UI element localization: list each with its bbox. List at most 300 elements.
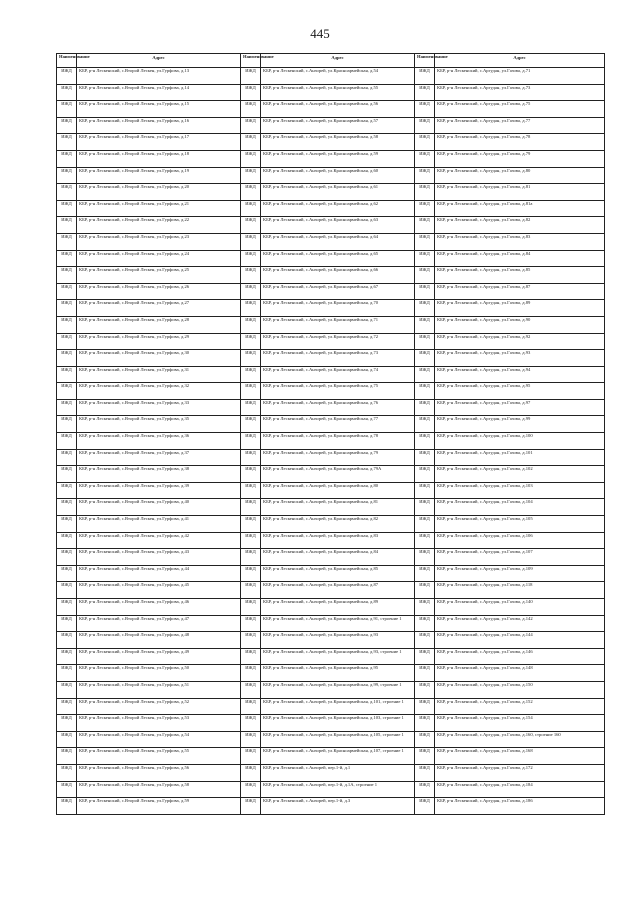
object-type-cell: ИЖД [57,582,77,599]
object-type-cell: ИЖД [241,648,261,665]
address-cell: КБР, р-н Лескенский, с.Второй Лескен, ул.Гурфова, д.42 [77,532,241,549]
object-type-cell: ИЖД [57,648,77,665]
object-type-cell: ИЖД [241,383,261,400]
table-row [57,399,605,416]
address-cell: КБР, р-н Лескенский, с.Аргудан, ул.Газова, д.83 [435,233,605,250]
object-type-cell: ИЖД [241,565,261,582]
table-row [57,599,605,616]
object-type-cell: ИЖД [415,134,435,151]
object-type-cell: ИЖД [241,466,261,483]
address-cell: КБР, р-н Лескенский, с.Анзорей, ул.Красноармейская, д.71 [261,316,415,333]
address-cell: КБР, р-н Лескенский, с.Анзорей, ул.Красноармейская, д.63 [261,217,415,234]
object-type-cell: ИЖД [415,84,435,101]
table-row [57,283,605,300]
table-row [57,101,605,118]
object-type-cell: ИЖД [241,399,261,416]
object-type-cell: ИЖД [57,316,77,333]
object-type-cell: ИЖД [57,84,77,101]
table-row [57,267,605,284]
address-cell: КБР, р-н Лескенский, с.Второй Лескен, ул.Гурфова, д.14 [77,84,241,101]
address-cell: КБР, р-н Лескенский, с.Аргудан, ул.Газова, д.82 [435,217,605,234]
address-cell: КБР, р-н Лескенский, с.Второй Лескен, ул.Гурфова, д.44 [77,565,241,582]
object-type-cell: ИЖД [415,184,435,201]
object-type-cell: ИЖД [57,764,77,781]
table-row [57,117,605,134]
object-type-cell: ИЖД [415,366,435,383]
address-cell: КБР, р-н Лескенский, с.Анзорей, ул.Красноармейская, д.82 [261,516,415,533]
object-type-cell: ИЖД [241,482,261,499]
object-type-cell: ИЖД [241,350,261,367]
object-type-cell: ИЖД [241,416,261,433]
object-type-cell: ИЖД [415,233,435,250]
table-row [57,134,605,151]
object-type-cell: ИЖД [415,416,435,433]
address-cell: КБР, р-н Лескенский, с.Аргудан, ул.Газова, д.107 [435,549,605,566]
object-type-cell: ИЖД [415,615,435,632]
type-column-header: Наименование [415,54,435,68]
address-cell: КБР, р-н Лескенский, с.Аргудан, ул.Газова, д.77 [435,117,605,134]
object-type-cell: ИЖД [415,300,435,317]
object-type-cell: ИЖД [415,681,435,698]
object-type-cell: ИЖД [241,134,261,151]
object-type-cell: ИЖД [415,250,435,267]
object-type-cell: ИЖД [241,748,261,765]
address-cell: КБР, р-н Лескенский, с.Второй Лескен, ул.Гурфова, д.35 [77,416,241,433]
address-cell: КБР, р-н Лескенский, с.Второй Лескен, ул.Гурфова, д.51 [77,681,241,698]
object-type-cell: ИЖД [415,748,435,765]
object-type-cell: ИЖД [241,615,261,632]
address-cell: КБР, р-н Лескенский, с.Аргудан, ул.Газова, д.109 [435,565,605,582]
address-cell: КБР, р-н Лескенский, с.Аргудан, ул.Газова, д.90 [435,316,605,333]
object-type-cell: ИЖД [241,549,261,566]
table-row [57,499,605,516]
object-type-cell: ИЖД [57,715,77,732]
address-cell: КБР, р-н Лескенский, с.Анзорей, ул.Красноармейская, д.99, строение 1 [261,681,415,698]
table-row [57,250,605,267]
table-row [57,350,605,367]
address-cell: КБР, р-н Лескенский, с.Анзорей, ул.Красноармейская, д.66 [261,267,415,284]
address-cell: КБР, р-н Лескенский, с.Аргудан, ул.Газова, д.71 [435,68,605,85]
address-cell: КБР, р-н Лескенский, с.Второй Лескен, ул.Гурфова, д.19 [77,167,241,184]
address-cell: КБР, р-н Лескенский, с.Аргудан, ул.Газова, д.142 [435,615,605,632]
address-cell: КБР, р-н Лескенский, с.Второй Лескен, ул.Гурфова, д.27 [77,300,241,317]
address-cell: КБР, р-н Лескенский, с.Анзорей, ул.Красноармейская, д.81 [261,499,415,516]
object-type-cell: ИЖД [241,267,261,284]
address-cell: КБР, р-н Лескенский, с.Анзорей, ул.Красноармейская, д.77 [261,416,415,433]
address-cell: КБР, р-н Лескенский, с.Анзорей, ул.Красноармейская, д.76 [261,399,415,416]
address-cell: КБР, р-н Лескенский, с.Аргудан, ул.Газова, д.102 [435,466,605,483]
address-cell: КБР, р-н Лескенский, с.Второй Лескен, ул.Гурфова, д.24 [77,250,241,267]
table-row [57,681,605,698]
address-cell: КБР, р-н Лескенский, с.Аргудан, ул.Газова, д.89 [435,300,605,317]
address-cell: КБР, р-н Лескенский, с.Аргудан, ул.Газова, д.184 [435,781,605,798]
object-type-cell: ИЖД [415,283,435,300]
object-type-cell: ИЖД [241,366,261,383]
address-cell: КБР, р-н Лескенский, с.Анзорей, пер.1-й, д.1А, строение 1 [261,781,415,798]
object-type-cell: ИЖД [241,599,261,616]
object-type-cell: ИЖД [415,715,435,732]
object-type-cell: ИЖД [241,781,261,798]
address-cell: КБР, р-н Лескенский, с.Второй Лескен, ул.Гурфова, д.46 [77,599,241,616]
object-type-cell: ИЖД [415,267,435,284]
address-cell: КБР, р-н Лескенский, с.Анзорей, ул.Красноармейская, д.58 [261,134,415,151]
address-cell: КБР, р-н Лескенский, с.Второй Лескен, ул.Гурфова, д.48 [77,632,241,649]
object-type-cell: ИЖД [57,781,77,798]
address-cell: КБР, р-н Лескенский, с.Аргудан, ул.Газова, д.104 [435,499,605,516]
table-row [57,416,605,433]
table-row [57,748,605,765]
address-cell: КБР, р-н Лескенский, с.Аргудан, ул.Газова, д.118 [435,582,605,599]
type-column-header: Наименование [57,54,77,68]
address-cell: КБР, р-н Лескенский, с.Второй Лескен, ул.Гурфова, д.36 [77,433,241,450]
address-cell: КБР, р-н Лескенский, с.Анзорей, ул.Красноармейская, д.65 [261,250,415,267]
object-type-cell: ИЖД [57,117,77,134]
address-cell: КБР, р-н Лескенский, с.Второй Лескен, ул.Гурфова, д.47 [77,615,241,632]
table-row [57,333,605,350]
address-cell: КБР, р-н Лескенский, с.Второй Лескен, ул.Гурфова, д.39 [77,482,241,499]
address-cell: КБР, р-н Лескенский, с.Анзорей, ул.Красноармейская, д.95 [261,665,415,682]
address-cell: КБР, р-н Лескенский, с.Второй Лескен, ул.Гурфова, д.40 [77,499,241,516]
address-cell: КБР, р-н Лескенский, с.Второй Лескен, ул.Гурфова, д.17 [77,134,241,151]
address-cell: КБР, р-н Лескенский, с.Аргудан, ул.Газова, д.79 [435,150,605,167]
address-cell: КБР, р-н Лескенский, с.Второй Лескен, ул.Гурфова, д.29 [77,333,241,350]
address-cell: КБР, р-н Лескенский, с.Анзорей, ул.Красноармейская, д.87 [261,582,415,599]
address-cell: КБР, р-н Лескенский, с.Второй Лескен, ул.Гурфова, д.52 [77,698,241,715]
address-cell: КБР, р-н Лескенский, с.Второй Лескен, ул.Гурфова, д.26 [77,283,241,300]
address-cell: КБР, р-н Лескенский, с.Анзорей, пер.1-й, д.3 [261,798,415,815]
address-cell: КБР, р-н Лескенский, с.Аргудан, ул.Газова, д.81а [435,200,605,217]
object-type-cell: ИЖД [57,698,77,715]
object-type-cell: ИЖД [241,516,261,533]
table-row [57,300,605,317]
object-type-cell: ИЖД [57,748,77,765]
address-cell: КБР, р-н Лескенский, с.Второй Лескен, ул.Гурфова, д.45 [77,582,241,599]
object-type-cell: ИЖД [57,549,77,566]
object-type-cell: ИЖД [57,217,77,234]
table-row [57,150,605,167]
table-row [57,516,605,533]
address-cell: КБР, р-н Лескенский, с.Анзорей, ул.Красноармейская, д.61 [261,184,415,201]
object-type-cell: ИЖД [241,698,261,715]
table-row [57,665,605,682]
object-type-cell: ИЖД [241,532,261,549]
object-type-cell: ИЖД [241,731,261,748]
object-type-cell: ИЖД [241,150,261,167]
object-type-cell: ИЖД [415,549,435,566]
table-row [57,648,605,665]
table-row [57,217,605,234]
object-type-cell: ИЖД [57,399,77,416]
address-cell: КБР, р-н Лескенский, с.Аргудан, ул.Газова, д.144 [435,632,605,649]
address-cell: КБР, р-н Лескенский, с.Аргудан, ул.Газова, д.100 [435,433,605,450]
address-cell: КБР, р-н Лескенский, с.Аргудан, ул.Газова, д.172 [435,764,605,781]
address-cell: КБР, р-н Лескенский, с.Анзорей, ул.Красноармейская, д.84 [261,549,415,566]
object-type-cell: ИЖД [241,101,261,118]
address-cell: КБР, р-н Лескенский, с.Второй Лескен, ул.Гурфова, д.21 [77,200,241,217]
address-cell: КБР, р-н Лескенский, с.Аргудан, ул.Газова, д.94 [435,366,605,383]
object-type-cell: ИЖД [57,599,77,616]
object-type-cell: ИЖД [241,250,261,267]
object-type-cell: ИЖД [57,300,77,317]
address-cell: КБР, р-н Лескенский, с.Второй Лескен, ул.Гурфова, д.58 [77,781,241,798]
object-type-cell: ИЖД [241,184,261,201]
table-row [57,781,605,798]
address-cell: КБР, р-н Лескенский, с.Анзорей, ул.Красноармейская, д.62 [261,200,415,217]
address-cell: КБР, р-н Лескенский, с.Аргудан, ул.Газова, д.84 [435,250,605,267]
object-type-cell: ИЖД [415,167,435,184]
address-cell: КБР, р-н Лескенский, с.Второй Лескен, ул.Гурфова, д.22 [77,217,241,234]
object-type-cell: ИЖД [415,449,435,466]
address-table-container [56,53,604,815]
address-cell: КБР, р-н Лескенский, с.Аргудан, ул.Газова, д.81 [435,184,605,201]
address-cell: КБР, р-н Лескенский, с.Аргудан, ул.Газова, д.101 [435,449,605,466]
table-row [57,549,605,566]
object-type-cell: ИЖД [241,433,261,450]
address-cell: КБР, р-н Лескенский, с.Аргудан, ул.Газова, д.140 [435,599,605,616]
object-type-cell: ИЖД [415,632,435,649]
address-cell: КБР, р-н Лескенский, с.Аргудан, ул.Газова, д.92 [435,333,605,350]
table-row [57,383,605,400]
table-row [57,532,605,549]
address-cell: КБР, р-н Лескенский, с.Анзорей, ул.Красноармейская, д.72 [261,333,415,350]
address-cell: КБР, р-н Лескенский, с.Второй Лескен, ул.Гурфова, д.18 [77,150,241,167]
address-cell: КБР, р-н Лескенский, с.Аргудан, ул.Газова, д.105 [435,516,605,533]
object-type-cell: ИЖД [241,681,261,698]
object-type-cell: ИЖД [57,433,77,450]
address-cell: КБР, р-н Лескенский, с.Второй Лескен, ул.Гурфова, д.31 [77,366,241,383]
object-type-cell: ИЖД [57,798,77,815]
address-cell: КБР, р-н Лескенский, с.Аргудан, ул.Газова, д.78 [435,134,605,151]
address-cell: КБР, р-н Лескенский, с.Аргудан, ул.Газова, д.150 [435,681,605,698]
object-type-cell: ИЖД [415,200,435,217]
object-type-cell: ИЖД [241,665,261,682]
object-type-cell: ИЖД [57,466,77,483]
address-cell: КБР, р-н Лескенский, с.Второй Лескен, ул.Гурфова, д.25 [77,267,241,284]
address-cell: КБР, р-н Лескенский, с.Второй Лескен, ул.Гурфова, д.13 [77,68,241,85]
table-row [57,184,605,201]
object-type-cell: ИЖД [57,366,77,383]
address-cell: КБР, р-н Лескенский, с.Аргудан, ул.Газова, д.154 [435,715,605,732]
object-type-cell: ИЖД [57,184,77,201]
address-cell: КБР, р-н Лескенский, с.Анзорей, ул.Красноармейская, д.101, строение 1 [261,698,415,715]
object-type-cell: ИЖД [57,134,77,151]
address-cell: КБР, р-н Лескенский, с.Анзорей, ул.Красноармейская, д.83 [261,532,415,549]
object-type-cell: ИЖД [57,449,77,466]
address-column-header: Адрес [77,54,241,68]
object-type-cell: ИЖД [415,698,435,715]
object-type-cell: ИЖД [57,731,77,748]
address-cell: КБР, р-н Лескенский, с.Анзорей, ул.Красноармейская, д.79 [261,449,415,466]
address-cell: КБР, р-н Лескенский, с.Аргудан, ул.Газова, д.160, строение 160 [435,731,605,748]
table-row [57,433,605,450]
object-type-cell: ИЖД [241,300,261,317]
object-type-cell: ИЖД [415,433,435,450]
object-type-cell: ИЖД [415,516,435,533]
object-type-cell: ИЖД [415,499,435,516]
object-type-cell: ИЖД [241,167,261,184]
object-type-cell: ИЖД [57,383,77,400]
object-type-cell: ИЖД [57,101,77,118]
object-type-cell: ИЖД [241,217,261,234]
object-type-cell: ИЖД [415,101,435,118]
object-type-cell: ИЖД [415,731,435,748]
address-cell: КБР, р-н Лескенский, с.Анзорей, пер.1-й, д.1 [261,764,415,781]
address-cell: КБР, р-н Лескенский, с.Анзорей, ул.Красноармейская, д.59 [261,150,415,167]
table-row [57,582,605,599]
address-cell: КБР, р-н Лескенский, с.Анзорей, ул.Красноармейская, д.74 [261,366,415,383]
object-type-cell: ИЖД [57,200,77,217]
object-type-cell: ИЖД [57,565,77,582]
object-type-cell: ИЖД [415,217,435,234]
type-column-header: Наименование [241,54,261,68]
address-cell: КБР, р-н Лескенский, с.Второй Лескен, ул.Гурфова, д.53 [77,715,241,732]
object-type-cell: ИЖД [57,233,77,250]
address-cell: КБР, р-н Лескенский, с.Второй Лескен, ул.Гурфова, д.38 [77,466,241,483]
table-row [57,764,605,781]
address-cell: КБР, р-н Лескенский, с.Анзорей, ул.Красноармейская, д.67 [261,283,415,300]
address-cell: КБР, р-н Лескенский, с.Аргудан, ул.Газова, д.75 [435,101,605,118]
object-type-cell: ИЖД [57,333,77,350]
table-row [57,68,605,85]
address-cell: КБР, р-н Лескенский, с.Анзорей, ул.Красноармейская, д.80 [261,482,415,499]
object-type-cell: ИЖД [241,84,261,101]
object-type-cell: ИЖД [241,715,261,732]
table-row [57,615,605,632]
address-cell: КБР, р-н Лескенский, с.Аргудан, ул.Газова, д.97 [435,399,605,416]
object-type-cell: ИЖД [415,648,435,665]
object-type-cell: ИЖД [57,250,77,267]
object-type-cell: ИЖД [415,350,435,367]
table-row [57,482,605,499]
address-cell: КБР, р-н Лескенский, с.Анзорей, ул.Красноармейская, д.75 [261,383,415,400]
address-cell: КБР, р-н Лескенский, с.Анзорей, ул.Красноармейская, д.103, строение 1 [261,715,415,732]
object-type-cell: ИЖД [415,482,435,499]
object-type-cell: ИЖД [415,68,435,85]
object-type-cell: ИЖД [57,482,77,499]
address-cell: КБР, р-н Лескенский, с.Второй Лескен, ул.Гурфова, д.15 [77,101,241,118]
address-cell: КБР, р-н Лескенский, с.Второй Лескен, ул.Гурфова, д.30 [77,350,241,367]
address-cell: КБР, р-н Лескенский, с.Аргудан, ул.Газова, д.168 [435,748,605,765]
object-type-cell: ИЖД [57,267,77,284]
object-type-cell: ИЖД [415,781,435,798]
table-row [57,84,605,101]
address-cell: КБР, р-н Лескенский, с.Анзорей, ул.Красноармейская, д.105, строение 1 [261,731,415,748]
table-header-row [57,54,605,68]
object-type-cell: ИЖД [57,416,77,433]
address-cell: КБР, р-н Лескенский, с.Аргудан, ул.Газова, д.103 [435,482,605,499]
address-cell: КБР, р-н Лескенский, с.Второй Лескен, ул.Гурфова, д.20 [77,184,241,201]
object-type-cell: ИЖД [241,333,261,350]
object-type-cell: ИЖД [57,632,77,649]
address-cell: КБР, р-н Лескенский, с.Аргудан, ул.Газова, д.99 [435,416,605,433]
address-cell: КБР, р-н Лескенский, с.Анзорей, ул.Красноармейская, д.89 [261,599,415,616]
table-row [57,449,605,466]
address-cell: КБР, р-н Лескенский, с.Второй Лескен, ул.Гурфова, д.49 [77,648,241,665]
address-cell: КБР, р-н Лескенский, с.Анзорей, ул.Красноармейская, д.93, строение 1 [261,648,415,665]
object-type-cell: ИЖД [415,399,435,416]
address-cell: КБР, р-н Лескенский, с.Второй Лескен, ул.Гурфова, д.16 [77,117,241,134]
table-row [57,316,605,333]
object-type-cell: ИЖД [241,582,261,599]
address-cell: КБР, р-н Лескенский, с.Аргудан, ул.Газова, д.148 [435,665,605,682]
address-cell: КБР, р-н Лескенский, с.Второй Лескен, ул.Гурфова, д.59 [77,798,241,815]
address-cell: КБР, р-н Лескенский, с.Анзорей, ул.Красноармейская, д.55 [261,84,415,101]
object-type-cell: ИЖД [57,350,77,367]
object-type-cell: ИЖД [415,117,435,134]
object-type-cell: ИЖД [241,283,261,300]
object-type-cell: ИЖД [57,499,77,516]
address-cell: КБР, р-н Лескенский, с.Второй Лескен, ул.Гурфова, д.23 [77,233,241,250]
address-cell: КБР, р-н Лескенский, с.Второй Лескен, ул.Гурфова, д.41 [77,516,241,533]
object-type-cell: ИЖД [415,599,435,616]
object-type-cell: ИЖД [415,532,435,549]
address-cell: КБР, р-н Лескенский, с.Анзорей, ул.Красноармейская, д.78 [261,433,415,450]
object-type-cell: ИЖД [57,283,77,300]
object-type-cell: ИЖД [241,764,261,781]
object-type-cell: ИЖД [415,764,435,781]
address-cell: КБР, р-н Лескенский, с.Анзорей, ул.Красноармейская, д.85 [261,565,415,582]
address-cell: КБР, р-н Лескенский, с.Анзорей, ул.Красноармейская, д.64 [261,233,415,250]
object-type-cell: ИЖД [241,798,261,815]
object-type-cell: ИЖД [415,565,435,582]
object-type-cell: ИЖД [241,499,261,516]
address-cell: КБР, р-н Лескенский, с.Второй Лескен, ул.Гурфова, д.37 [77,449,241,466]
table-row [57,698,605,715]
address-cell: КБР, р-н Лескенский, с.Анзорей, ул.Красноармейская, д.54 [261,68,415,85]
page-number: 445 [310,26,330,41]
address-cell: КБР, р-н Лескенский, с.Анзорей, ул.Красноармейская, д.73 [261,350,415,367]
object-type-cell: ИЖД [241,449,261,466]
address-table [56,53,605,815]
address-cell: КБР, р-н Лескенский, с.Анзорей, ул.Красноармейская, д.57 [261,117,415,134]
object-type-cell: ИЖД [241,632,261,649]
address-cell: КБР, р-н Лескенский, с.Аргудан, ул.Газова, д.93 [435,350,605,367]
table-row [57,715,605,732]
address-cell: КБР, р-н Лескенский, с.Анзорей, ул.Красноармейская, д.79А [261,466,415,483]
object-type-cell: ИЖД [241,316,261,333]
address-cell: КБР, р-н Лескенский, с.Второй Лескен, ул.Гурфова, д.54 [77,731,241,748]
address-cell: КБР, р-н Лескенский, с.Анзорей, ул.Красноармейская, д.107, строение 1 [261,748,415,765]
address-cell: КБР, р-н Лескенский, с.Анзорей, ул.Красноармейская, д.56 [261,101,415,118]
table-row [57,466,605,483]
object-type-cell: ИЖД [415,798,435,815]
object-type-cell: ИЖД [241,200,261,217]
object-type-cell: ИЖД [415,333,435,350]
object-type-cell: ИЖД [57,665,77,682]
table-row [57,366,605,383]
table-row [57,233,605,250]
object-type-cell: ИЖД [57,681,77,698]
address-column-header: Адрес [261,54,415,68]
address-cell: КБР, р-н Лескенский, с.Аргудан, ул.Газова, д.73 [435,84,605,101]
address-cell: КБР, р-н Лескенский, с.Аргудан, ул.Газова, д.146 [435,648,605,665]
address-cell: КБР, р-н Лескенский, с.Второй Лескен, ул.Гурфова, д.33 [77,399,241,416]
table-row [57,731,605,748]
address-cell: КБР, р-н Лескенский, с.Анзорей, ул.Красноармейская, д.60 [261,167,415,184]
table-row [57,798,605,815]
address-cell: КБР, р-н Лескенский, с.Анзорей, ул.Красноармейская, д.70 [261,300,415,317]
object-type-cell: ИЖД [57,532,77,549]
address-cell: КБР, р-н Лескенский, с.Второй Лескен, ул.Гурфова, д.28 [77,316,241,333]
table-row [57,167,605,184]
address-cell: КБР, р-н Лескенский, с.Аргудан, ул.Газова, д.152 [435,698,605,715]
address-cell: КБР, р-н Лескенский, с.Аргудан, ул.Газова, д.87 [435,283,605,300]
address-cell: КБР, р-н Лескенский, с.Второй Лескен, ул.Гурфова, д.32 [77,383,241,400]
address-cell: КБР, р-н Лескенский, с.Аргудан, ул.Газова, д.106 [435,532,605,549]
object-type-cell: ИЖД [415,150,435,167]
object-type-cell: ИЖД [57,150,77,167]
address-cell: КБР, р-н Лескенский, с.Аргудан, ул.Газова, д.95 [435,383,605,400]
